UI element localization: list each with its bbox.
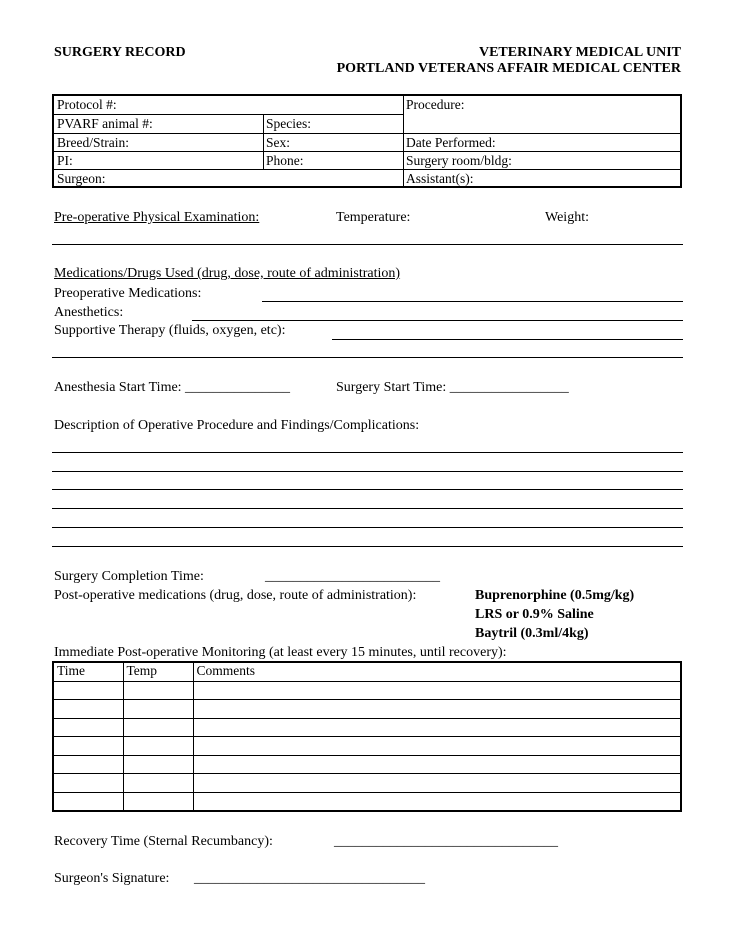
monitoring-label: Immediate Post-operative Monitoring (at least every 15 minutes, until recovery): xyxy=(54,645,507,660)
grid-row-line xyxy=(54,151,682,152)
table-row xyxy=(53,700,681,719)
animal-info-grid xyxy=(52,94,682,188)
time-cell[interactable] xyxy=(53,700,123,719)
temp-cell[interactable] xyxy=(123,718,193,737)
col-temp-header: Temp xyxy=(123,662,193,681)
grid-divider-main xyxy=(403,96,404,186)
description-line[interactable] xyxy=(52,546,683,547)
preop-exam-label: Pre-operative Physical Examination: xyxy=(54,210,260,225)
postop-drug-lrs: LRS or 0.9% Saline xyxy=(475,607,594,622)
pvarf-label: PVARF animal #: xyxy=(57,116,153,131)
comments-cell[interactable] xyxy=(193,792,681,811)
table-row xyxy=(53,737,681,756)
grid-divider-secondary xyxy=(263,114,264,169)
postop-meds-label: Post-operative medications (drug, dose, route of administration): xyxy=(54,588,417,603)
recovery-time-blank[interactable]: ________________________________ xyxy=(334,834,558,849)
comments-cell[interactable] xyxy=(193,737,681,756)
pi-label: PI: xyxy=(57,153,73,168)
surgery-room-label: Surgery room/bldg: xyxy=(406,153,512,168)
sex-label: Sex: xyxy=(266,135,291,150)
form-title: SURGERY RECORD xyxy=(54,45,186,60)
anesthesia-start-time[interactable]: Anesthesia Start Time: _______________ xyxy=(54,380,291,395)
phone-label: Phone: xyxy=(266,153,304,168)
temp-cell[interactable] xyxy=(123,737,193,756)
grid-row-line xyxy=(54,114,403,115)
postop-drug-baytril: Baytril (0.3ml/4kg) xyxy=(475,626,589,641)
description-line[interactable] xyxy=(52,489,683,490)
temp-cell[interactable] xyxy=(123,792,193,811)
table-row xyxy=(53,755,681,774)
assistants-label: Assistant(s): xyxy=(406,171,474,186)
postop-drug-buprenorphine: Buprenorphine (0.5mg/kg) xyxy=(475,588,635,603)
table-row xyxy=(53,718,681,737)
comments-cell[interactable] xyxy=(193,700,681,719)
table-row xyxy=(53,792,681,811)
monitoring-header-row xyxy=(53,662,681,681)
species-label: Species: xyxy=(266,116,311,131)
description-line[interactable] xyxy=(52,527,683,528)
temp-cell[interactable] xyxy=(123,700,193,719)
comments-cell[interactable] xyxy=(193,774,681,793)
supportive-therapy-line[interactable] xyxy=(332,339,683,340)
description-line[interactable] xyxy=(52,471,683,472)
procedure-label: Procedure: xyxy=(406,97,465,112)
unit-name: VETERINARY MEDICAL UNIT xyxy=(478,45,681,60)
completion-time-blank[interactable]: _________________________ xyxy=(265,569,440,584)
time-cell[interactable] xyxy=(53,737,123,756)
anesthetics-label: Anesthetics: xyxy=(54,305,124,320)
description-line[interactable] xyxy=(52,452,683,453)
table-row xyxy=(53,681,681,700)
col-time-header: Time xyxy=(53,662,123,681)
table-row xyxy=(53,774,681,793)
comments-cell[interactable] xyxy=(193,755,681,774)
anesthetics-line[interactable] xyxy=(192,320,683,321)
temperature-label: Temperature: xyxy=(336,210,411,225)
temp-cell[interactable] xyxy=(123,755,193,774)
signature-blank[interactable]: _________________________________ xyxy=(194,871,425,886)
comments-cell[interactable] xyxy=(193,718,681,737)
weight-label: Weight: xyxy=(545,210,589,225)
signature-label: Surgeon's Signature: xyxy=(54,871,170,886)
temp-cell[interactable] xyxy=(123,681,193,700)
description-line[interactable] xyxy=(52,508,683,509)
medications-heading: Medications/Drugs Used (drug, dose, route of administration) xyxy=(54,266,401,281)
temp-cell[interactable] xyxy=(123,774,193,793)
grid-row-line xyxy=(54,169,682,170)
surgery-start-time[interactable]: Surgery Start Time: _________________ xyxy=(336,380,569,395)
protocol-label: Protocol #: xyxy=(57,97,117,112)
preop-meds-line[interactable] xyxy=(262,301,683,302)
description-label: Description of Operative Procedure and Findings/Complications: xyxy=(54,418,420,433)
time-cell[interactable] xyxy=(53,792,123,811)
date-performed-label: Date Performed: xyxy=(406,135,496,150)
col-comments-header: Comments xyxy=(193,662,681,681)
breed-label: Breed/Strain: xyxy=(57,135,129,150)
grid-row-line xyxy=(54,133,682,134)
completion-time-label: Surgery Completion Time: xyxy=(54,569,204,584)
recovery-time-label: Recovery Time (Sternal Recumbancy): xyxy=(54,834,273,849)
time-cell[interactable] xyxy=(53,755,123,774)
center-name: PORTLAND VETERANS AFFAIR MEDICAL CENTER xyxy=(336,61,681,76)
time-cell[interactable] xyxy=(53,681,123,700)
surgeon-label: Surgeon: xyxy=(57,171,106,186)
preop-exam-line[interactable] xyxy=(52,244,683,245)
comments-cell[interactable] xyxy=(193,681,681,700)
preop-meds-label: Preoperative Medications: xyxy=(54,286,202,301)
monitoring-table xyxy=(52,661,682,812)
supportive-therapy-label: Supportive Therapy (fluids, oxygen, etc): xyxy=(54,323,286,338)
time-cell[interactable] xyxy=(53,774,123,793)
supportive-therapy-line-2[interactable] xyxy=(52,357,683,358)
time-cell[interactable] xyxy=(53,718,123,737)
